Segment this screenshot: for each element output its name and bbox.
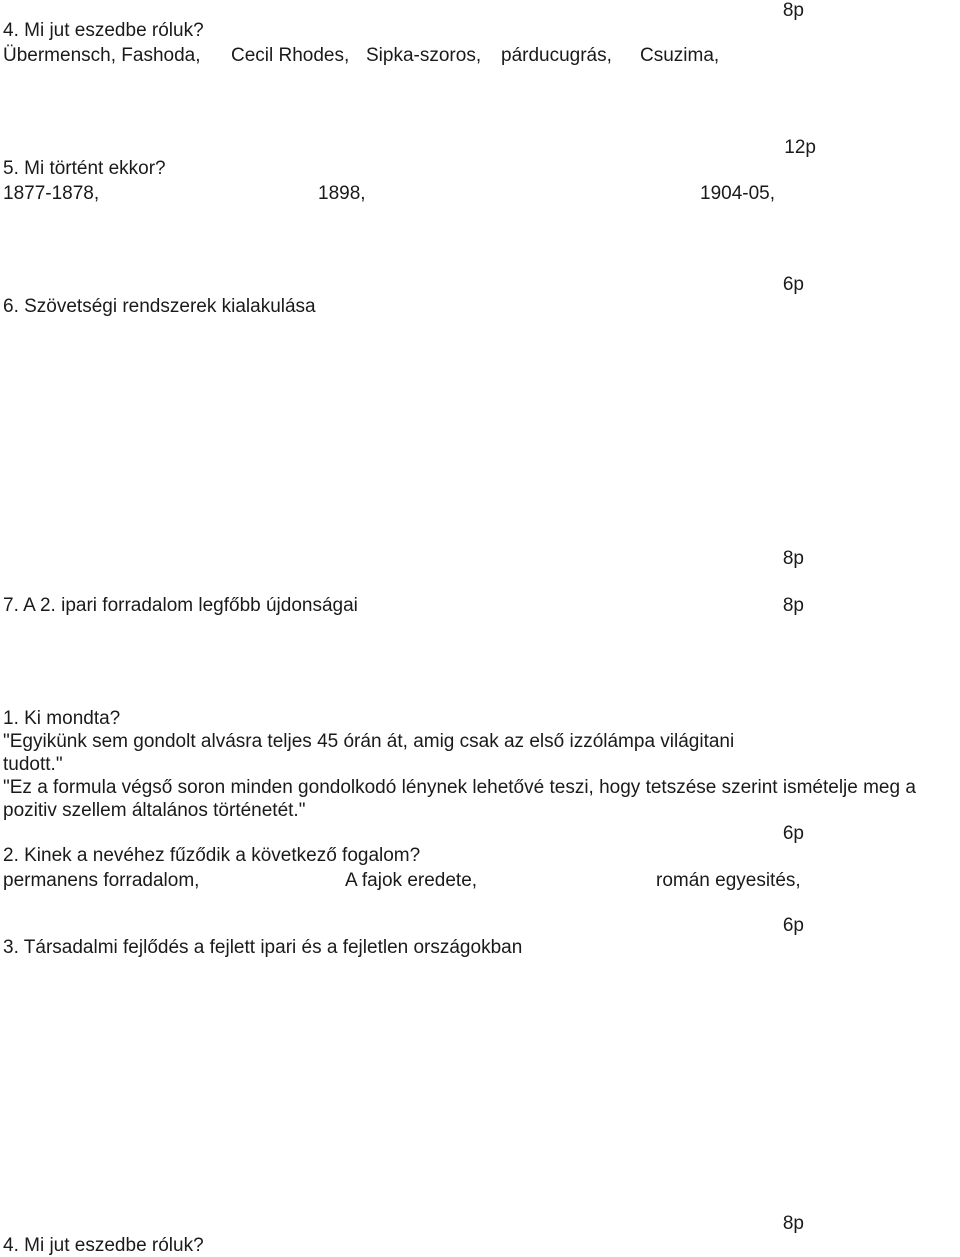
section4-term: Übermensch, Fashoda, [3,45,201,66]
section4b-points: 8p [782,1213,804,1234]
section2-term: permanens forradalom, [3,870,200,891]
section4-term: Csuzima, [640,45,720,66]
section1-quote2-line1: "Ez a formula végső soron minden gondolkodó lénynek lehetővé teszi, hogy tetszése szerint ismételje meg a [3,777,916,798]
section6-points: 6p [782,274,804,295]
section4-term: párducugrás, [501,45,612,66]
section5-points: 12p [784,137,816,158]
section2-question: 2. Kinek a nevéhez fűződik a következő fogalom? [3,845,421,866]
section4-question: 4. Mi jut eszedbe róluk? [3,20,204,41]
section5-date: 1898, [318,183,366,204]
section4-points: 8p [782,0,804,21]
section7-question: 7. A 2. ipari forradalom legfőbb újdonságai [3,595,358,616]
section1-question: 1. Ki mondta? [3,708,121,729]
section7-points-side: 8p [782,595,804,616]
section4-term: Sipka-szoros, [366,45,482,66]
section3-question: 3. Társadalmi fejlődés a fejlett ipari és a fejletlen országokban [3,937,523,958]
section1-quote1-line2: tudott." [3,754,63,775]
section5-date: 1877-1878, [3,183,100,204]
section7-points-top: 8p [782,548,804,569]
section5-question: 5. Mi történt ekkor? [3,158,166,179]
section2-points: 6p [782,823,804,844]
section2-term: A fajok eredete, [345,870,478,891]
section1-quote1-line1: "Egyikünk sem gondolt alvásra teljes 45 órán át, amig csak az első izzólámpa világitani [3,731,735,752]
section5-date: 1904-05, [700,183,776,204]
section3-points: 6p [782,915,804,936]
section1-quote2-line2: pozitiv szellem általános történetét." [3,800,306,821]
section2-term: román egyesités, [656,870,801,891]
section4b-question: 4. Mi jut eszedbe róluk? [3,1235,204,1256]
section6-question: 6. Szövetségi rendszerek kialakulása [3,296,316,317]
section4-term: Cecil Rhodes, [231,45,350,66]
